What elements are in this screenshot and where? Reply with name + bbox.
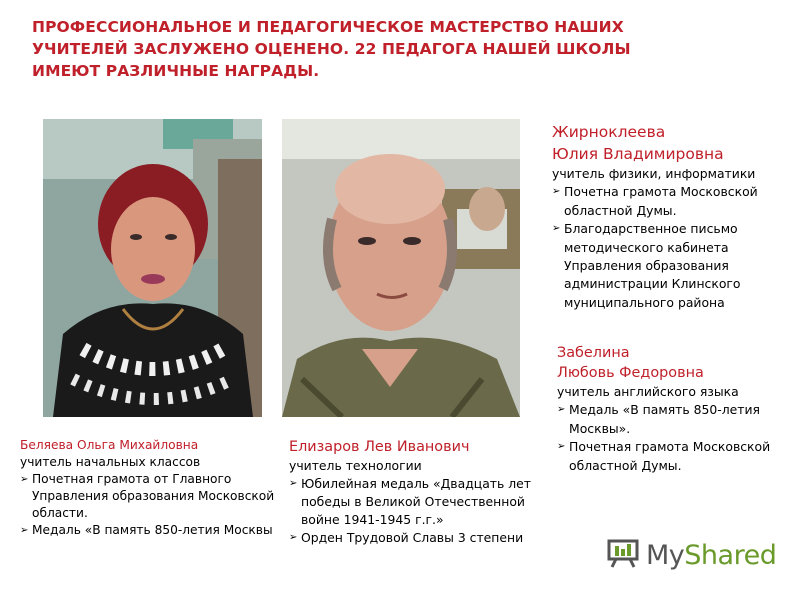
award-item: ➢ Орден Трудовой Славы 3 степени (289, 529, 565, 547)
award-item: ➢ Медаль «В память 850-летия Москвы (20, 522, 282, 539)
teacher-role: учитель начальных классов (20, 455, 201, 469)
award-item: ➢ Медаль «В память 850-летия Москвы». (557, 401, 782, 438)
myshared-logo[interactable] (606, 537, 777, 573)
awards-list (289, 475, 565, 547)
teacher-role: учитель технологии (289, 458, 422, 473)
teacher-name-surname: Жирноклеева (552, 123, 666, 141)
awards-list (20, 471, 282, 539)
teacher-photo-beliaeva (43, 119, 262, 417)
teacher-role: учитель английского языка (557, 384, 739, 399)
teacher-name: Елизаров Лев Иванович (289, 439, 470, 455)
awards-list (557, 401, 782, 475)
award-item: ➢ Почетная грамота Московской областной Думы. (557, 438, 782, 475)
award-item: ➢ Почетная грамота от Главного Управления образования Московской области. (20, 471, 282, 522)
page-title: ПРОФЕССИОНАЛЬНОЕ И ПЕДАГОГИЧЕСКОЕ МАСТЕРСТВО НАШИХ УЧИТЕЛЕЙ ЗАСЛУЖЕНО ОЦЕНЕНО. 22 ПЕДАГОГА НАШЕЙ ШКОЛЫ ИМЕЮТ РАЗЛИЧНЫЕ НАГРАДЫ. (32, 18, 631, 80)
award-item: ➢ Благодарственное письмо методического кабинета Управления образования администрации Клинского муниципального района (552, 220, 767, 312)
teacher-photo-elizarov (282, 119, 520, 417)
logo-text: MyShared (646, 539, 777, 571)
teacher-card-beliaeva (20, 437, 282, 539)
teacher-card-elizarov (289, 437, 565, 547)
presentation-board-icon (606, 538, 640, 572)
teacher-card-zabelina (557, 344, 782, 475)
teacher-name: Беляева Ольга Михайловна (20, 438, 199, 452)
award-item: ➢ Юбилейная медаль «Двадцать лет победы в Великой Отечественной войне 1941-1945 г.г.» (289, 475, 565, 529)
award-item: ➢ Почетна грамота Московской областной Думы. (552, 183, 767, 220)
teacher-name-given: Любовь Федоровна (557, 364, 704, 381)
teacher-card-zhirnokleeva (552, 121, 767, 312)
awards-list (552, 183, 767, 312)
teacher-role: учитель физики, информатики (552, 166, 756, 181)
teacher-name-surname: Забелина (557, 345, 630, 361)
teacher-name-given: Юлия Владимировна (552, 145, 724, 163)
